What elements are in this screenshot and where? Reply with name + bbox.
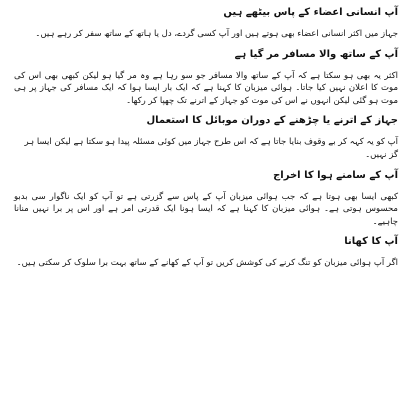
section-mobile-use <box>14 114 398 161</box>
section-heading: آپ کے سامنے ہوا کا اخراج <box>273 169 398 181</box>
section-dead-passenger <box>14 48 398 108</box>
section-paragraph: کبھی ایسا بھی ہوتا ہے کہ جب ہوائی میزبان آپ کے پاس سے گزرتی ہے تو آپ کو ایک ناگوار سی بدبو محسوس ہوتی ہے۔ ہوائی میزبان کا کہنا ہے کہ ایسا ہونا ایک قدرتی امر ہے اور اس پر برا نہیں منانا چاہیے۔ <box>14 191 398 227</box>
section-air-release <box>14 169 398 229</box>
section-heading: آپ کا کھانا <box>344 236 398 248</box>
section-organs <box>14 6 398 41</box>
section-paragraph: اکثر یہ بھی ہو سکتا ہے کہ آپ کے ساتھ والا مسافر جو سو رہا ہے وہ مر گیا ہو لیکن کبھی بھی اس کی موت کا اعلان نہیں کیا جاتا۔ ہوائی میزبان کا کہنا ہے کہ ایک بار ایسا ہوا کہ ایک مسافر کی جہاز پر ہی موت ہو گئی لیکن انہوں نے اس کی موت کو جہاز کے اترنے تک چھپا کر رکھا۔ <box>14 70 398 106</box>
section-heading: جہاز کے اترنے یا چڑھنے کے دوران موبائل کا استعمال <box>146 115 398 127</box>
section-heading: آپ انسانی اعضاء کے پاس بیٹھے ہیں <box>223 7 398 18</box>
section-paragraph: جہاز میں اکثر انسانی اعضاء بھی ہوتے ہیں اور آپ کسی گردے، دل یا ہاتھ کے ساتھ سفر کر رہے ہیں۔ <box>35 29 398 39</box>
section-food <box>14 235 398 270</box>
section-paragraph: اگر آپ ہوائی میزبان کو تنگ کرنے کی کوشش کریں تو آپ کے کھانے کے ساتھ بہت برا سلوک کر سکتی ہیں۔ <box>16 258 398 269</box>
section-heading: آپ کے ساتھ والا مسافر مر گیا ہے <box>234 48 398 60</box>
section-paragraph: آپ کو یہ کہہ کر بے وقوف بنایا جاتا ہے کہ اس طرح جہاز میں کوئی مسئلہ پیدا ہو سکتا ہے لیکن ایسا ہر گز نہیں۔ <box>24 137 398 160</box>
